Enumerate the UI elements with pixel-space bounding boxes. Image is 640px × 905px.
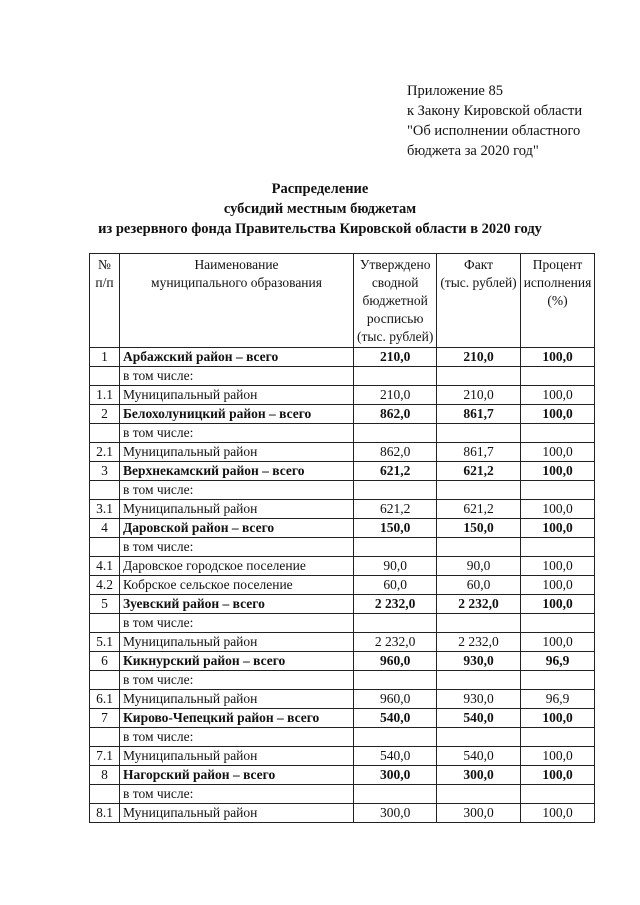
row-name: в том числе: [120, 671, 354, 690]
row-percent [520, 671, 595, 690]
row-percent [520, 538, 595, 557]
row-approved [354, 367, 437, 386]
row-approved: 300,0 [354, 766, 437, 785]
appendix-line: бюджета за 2020 год" [407, 143, 539, 159]
row-name: Муниципальный район [120, 633, 354, 652]
row-percent: 100,0 [520, 405, 595, 424]
row-name: в том числе: [120, 424, 354, 443]
row-fact [437, 367, 520, 386]
row-name: в том числе: [120, 614, 354, 633]
table-row [90, 766, 595, 785]
row-approved [354, 728, 437, 747]
row-percent: 100,0 [520, 747, 595, 766]
row-fact [437, 424, 520, 443]
subsidy-table [89, 253, 595, 823]
row-fact [437, 785, 520, 804]
row-approved [354, 424, 437, 443]
table-row [90, 443, 595, 462]
column-header-approved: Утверждено сводной бюджетной росписью (тыс. рублей) [354, 254, 437, 348]
row-number [90, 671, 120, 690]
row-number [90, 424, 120, 443]
table-row [90, 500, 595, 519]
row-percent: 100,0 [520, 519, 595, 538]
table-row [90, 576, 595, 595]
row-name: Муниципальный район [120, 747, 354, 766]
row-fact [437, 671, 520, 690]
row-name: в том числе: [120, 367, 354, 386]
row-approved: 150,0 [354, 519, 437, 538]
row-name: Муниципальный район [120, 386, 354, 405]
row-number [90, 367, 120, 386]
row-number [90, 538, 120, 557]
row-name: Муниципальный район [120, 690, 354, 709]
table-row [90, 671, 595, 690]
row-percent [520, 367, 595, 386]
table-body [90, 348, 595, 823]
row-approved: 540,0 [354, 747, 437, 766]
row-number: 1.1 [90, 386, 120, 405]
row-number [90, 785, 120, 804]
row-fact: 90,0 [437, 557, 520, 576]
row-number [90, 728, 120, 747]
column-header-number: № п/п [90, 254, 120, 348]
row-fact: 300,0 [437, 766, 520, 785]
table-row [90, 386, 595, 405]
title-line: Распределение [271, 181, 369, 197]
row-number [90, 481, 120, 500]
row-fact [437, 728, 520, 747]
row-number [90, 614, 120, 633]
row-percent: 100,0 [520, 462, 595, 481]
row-fact: 861,7 [437, 405, 520, 424]
row-percent: 100,0 [520, 709, 595, 728]
row-number: 6 [90, 652, 120, 671]
column-header-percent: Процент исполнения (%) [520, 254, 595, 348]
table-row [90, 652, 595, 671]
row-fact: 2 232,0 [437, 633, 520, 652]
table-row [90, 614, 595, 633]
row-approved [354, 671, 437, 690]
row-fact [437, 614, 520, 633]
row-fact: 300,0 [437, 804, 520, 823]
table-row [90, 633, 595, 652]
row-percent: 96,9 [520, 652, 595, 671]
row-name: Кикнурский район – всего [120, 652, 354, 671]
row-name: Муниципальный район [120, 804, 354, 823]
row-number: 1 [90, 348, 120, 367]
row-number: 4.2 [90, 576, 120, 595]
table-header-row [90, 254, 595, 348]
row-percent: 100,0 [520, 595, 595, 614]
row-percent: 100,0 [520, 443, 595, 462]
row-approved: 300,0 [354, 804, 437, 823]
row-approved: 621,2 [354, 500, 437, 519]
row-number: 2 [90, 405, 120, 424]
row-approved [354, 785, 437, 804]
row-fact: 210,0 [437, 348, 520, 367]
row-number: 4 [90, 519, 120, 538]
row-percent: 100,0 [520, 348, 595, 367]
table-row [90, 785, 595, 804]
table-row [90, 747, 595, 766]
row-name: в том числе: [120, 538, 354, 557]
row-approved: 90,0 [354, 557, 437, 576]
title-line: из резервного фонда Правительства Кировской области в 2020 году [98, 221, 542, 237]
row-number: 4.1 [90, 557, 120, 576]
row-approved: 210,0 [354, 386, 437, 405]
row-fact: 2 232,0 [437, 595, 520, 614]
row-fact [437, 538, 520, 557]
appendix-line: Приложение 85 [407, 83, 503, 99]
table-row [90, 557, 595, 576]
row-name: Даровское городское поселение [120, 557, 354, 576]
row-name: Арбажский район – всего [120, 348, 354, 367]
row-name: Муниципальный район [120, 500, 354, 519]
row-name: Кобрское сельское поселение [120, 576, 354, 595]
table-row [90, 595, 595, 614]
row-approved: 210,0 [354, 348, 437, 367]
table-row [90, 462, 595, 481]
row-approved: 2 232,0 [354, 595, 437, 614]
table-row [90, 424, 595, 443]
row-fact: 621,2 [437, 462, 520, 481]
column-header-name: Наименование муниципального образования [120, 254, 354, 348]
row-fact: 540,0 [437, 709, 520, 728]
row-percent [520, 728, 595, 747]
row-name: Зуевский район – всего [120, 595, 354, 614]
table-row [90, 728, 595, 747]
row-percent: 100,0 [520, 766, 595, 785]
row-number: 5 [90, 595, 120, 614]
column-header-fact: Факт (тыс. рублей) [437, 254, 520, 348]
row-fact: 930,0 [437, 690, 520, 709]
row-number: 6.1 [90, 690, 120, 709]
row-name: Муниципальный район [120, 443, 354, 462]
row-name: Кирово-Чепецкий район – всего [120, 709, 354, 728]
row-percent [520, 481, 595, 500]
row-approved: 60,0 [354, 576, 437, 595]
row-number: 8.1 [90, 804, 120, 823]
row-name: в том числе: [120, 785, 354, 804]
row-percent: 100,0 [520, 804, 595, 823]
row-name: Белохолуницкий район – всего [120, 405, 354, 424]
row-fact: 861,7 [437, 443, 520, 462]
table-row [90, 538, 595, 557]
table-row [90, 348, 595, 367]
row-name: Нагорский район – всего [120, 766, 354, 785]
title-line: субсидий местным бюджетам [223, 201, 417, 217]
row-fact: 210,0 [437, 386, 520, 405]
row-percent: 100,0 [520, 633, 595, 652]
appendix-line: к Закону Кировской области [407, 103, 583, 119]
row-fact: 150,0 [437, 519, 520, 538]
row-number: 2.1 [90, 443, 120, 462]
row-approved: 960,0 [354, 652, 437, 671]
row-fact: 930,0 [437, 652, 520, 671]
row-percent: 96,9 [520, 690, 595, 709]
row-fact: 621,2 [437, 500, 520, 519]
table-row [90, 804, 595, 823]
row-approved [354, 614, 437, 633]
row-percent [520, 785, 595, 804]
row-number: 5.1 [90, 633, 120, 652]
table-row [90, 405, 595, 424]
row-approved: 960,0 [354, 690, 437, 709]
appendix-line: "Об исполнении областного [407, 123, 581, 139]
row-number: 3.1 [90, 500, 120, 519]
row-number: 3 [90, 462, 120, 481]
row-approved: 862,0 [354, 443, 437, 462]
table-row [90, 367, 595, 386]
row-name: в том числе: [120, 481, 354, 500]
row-number: 7 [90, 709, 120, 728]
row-name: в том числе: [120, 728, 354, 747]
row-approved [354, 481, 437, 500]
table-row [90, 709, 595, 728]
table-row [90, 690, 595, 709]
appendix-note [407, 81, 582, 161]
row-number: 7.1 [90, 747, 120, 766]
row-percent [520, 614, 595, 633]
row-name: Верхнекамский район – всего [120, 462, 354, 481]
row-approved: 540,0 [354, 709, 437, 728]
document-title [0, 179, 640, 239]
table-row [90, 519, 595, 538]
row-percent: 100,0 [520, 576, 595, 595]
row-name: Даровской район – всего [120, 519, 354, 538]
row-fact: 540,0 [437, 747, 520, 766]
row-approved [354, 538, 437, 557]
row-percent: 100,0 [520, 500, 595, 519]
row-percent [520, 424, 595, 443]
row-number: 8 [90, 766, 120, 785]
row-approved: 2 232,0 [354, 633, 437, 652]
row-approved: 862,0 [354, 405, 437, 424]
table-row [90, 481, 595, 500]
row-fact: 60,0 [437, 576, 520, 595]
row-percent: 100,0 [520, 386, 595, 405]
row-fact [437, 481, 520, 500]
row-percent: 100,0 [520, 557, 595, 576]
row-approved: 621,2 [354, 462, 437, 481]
